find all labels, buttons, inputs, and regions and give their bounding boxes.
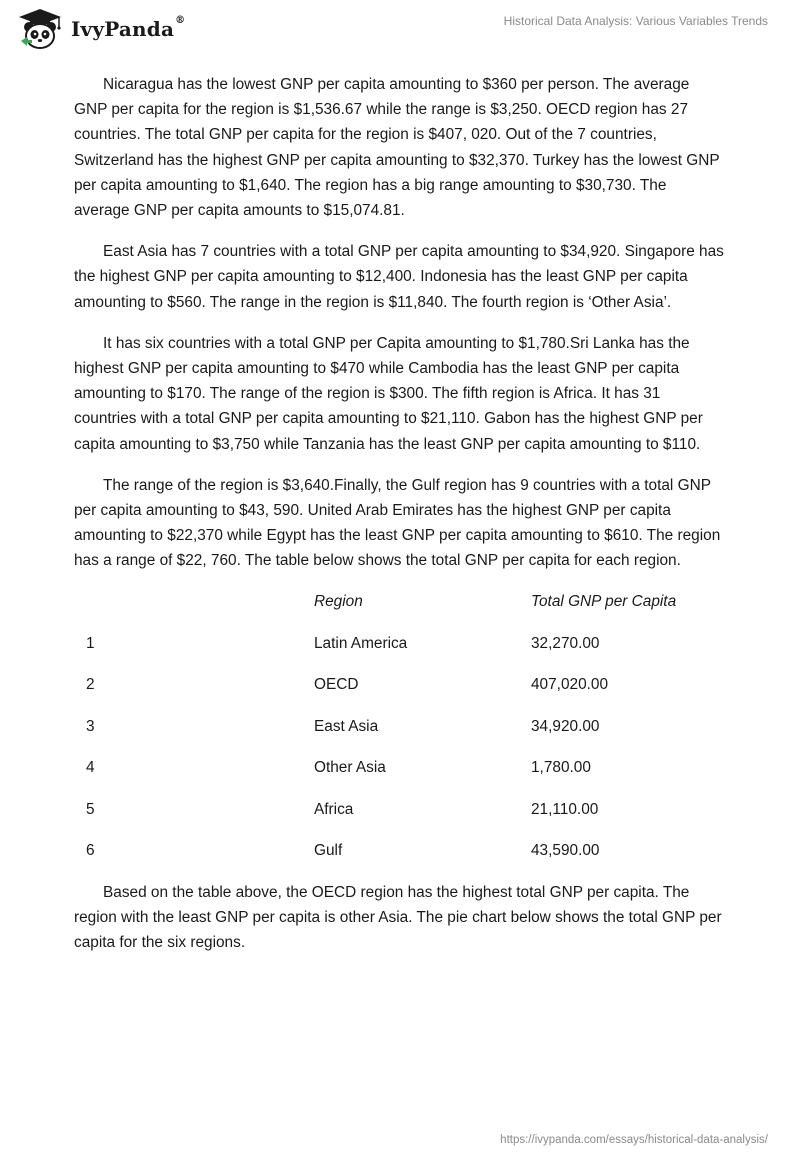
table-row: [74, 676, 726, 718]
table-cell: 34,920.00: [531, 717, 600, 735]
table-cell: 32,270.00: [531, 634, 600, 652]
table-cell: Africa: [314, 800, 354, 818]
table-cell: Gulf: [314, 842, 343, 860]
table-cell: 6: [86, 842, 95, 860]
table-cell: 1: [86, 634, 95, 652]
table-cell: 21,110.00: [531, 800, 599, 818]
table-cell: 5: [86, 800, 95, 818]
table-cell: 2: [86, 676, 95, 694]
paragraph: The range of the region is $3,640.Finally, the Gulf region has 9 countries with a total GNP per capita amounting to $43, 590. United Arab Emirates has the highest GNP per capita amounting to $22,370 while Egypt has the least GNP per capita amounting to $610. The region has a range of $22, 760. The table below shows the total GNP per capita for each region.: [74, 476, 721, 570]
table-row: [74, 718, 726, 760]
source-url-link[interactable]: https://ivypanda.com/essays/historical-data-analysis/: [500, 1134, 768, 1146]
table-cell: 4: [86, 759, 95, 777]
table-cell: 43,590.00: [531, 842, 600, 860]
table-cell: 3: [86, 717, 95, 735]
registered-mark: ®: [175, 15, 186, 26]
document-title: Historical Data Analysis: Various Variables Trends: [503, 14, 768, 28]
table-header-cell: Total GNP per Capita: [531, 592, 677, 610]
brand-name: IvyPanda®: [71, 15, 186, 41]
table-cell: 407,020.00: [531, 676, 609, 694]
table-row: [74, 635, 726, 677]
table-header-row: [74, 593, 726, 635]
paragraph: It has six countries with a total GNP per Capita amounting to $1,780.Sri Lanka has the highest GNP per capita amounting to $470 while Cambodia has the least GNP per capita amounting to $170. The range of the region is $300. The fifth region is Africa. It has 31 countries with a total GNP per capita amounting to $21,110. Gabon has the highest GNP per capita amounting to $3,750 while Tanzania has the least GNP per capita amounting to $110.: [74, 334, 703, 453]
paragraph: East Asia has 7 countries with a total GNP per capita amounting to $34,920. Singapore has the highest GNP per capita amounting to $12,400. Indonesia has the least GNP per capita amounting to $560. The range in the region is $11,840. The fourth region is ‘Other Asia’.: [74, 243, 724, 311]
table-row: [74, 842, 726, 884]
table-cell: Other Asia: [314, 759, 386, 777]
table-cell: OECD: [314, 676, 359, 694]
article-body: [74, 72, 726, 971]
page-header: [0, 0, 800, 70]
table-row: [74, 801, 726, 843]
ivypanda-logo[interactable]: [15, 7, 185, 51]
table-row: [74, 759, 726, 801]
table-cell: 1,780.00: [531, 759, 591, 777]
gnp-table: [74, 593, 726, 884]
panda-logo-icon: [15, 7, 65, 51]
table-header-cell: Region: [314, 592, 363, 610]
paragraph: Based on the table above, the OECD region has the highest total GNP per capita. The region with the least GNP per capita is other Asia. The pie chart below shows the total GNP per capita for the six regions.: [74, 883, 722, 952]
table-header-cell: [74, 593, 314, 635]
paragraph: Nicaragua has the lowest GNP per capita amounting to $360 per person. The average GNP per capita for the region is $1,536.67 while the range is $3,250. OECD region has 27 countries. The total GNP per capita for the region is $407, 020. Out of the 7 countries, Switzerland has the highest GNP per capita amounting to $32,370. Turkey has the lowest GNP per capita amounting to $1,640. The region has a big range amounting to $30,730. The average GNP per capita amounts to $15,074.81.: [74, 76, 720, 220]
table-cell: East Asia: [314, 717, 379, 735]
table-cell: Latin America: [314, 634, 408, 652]
